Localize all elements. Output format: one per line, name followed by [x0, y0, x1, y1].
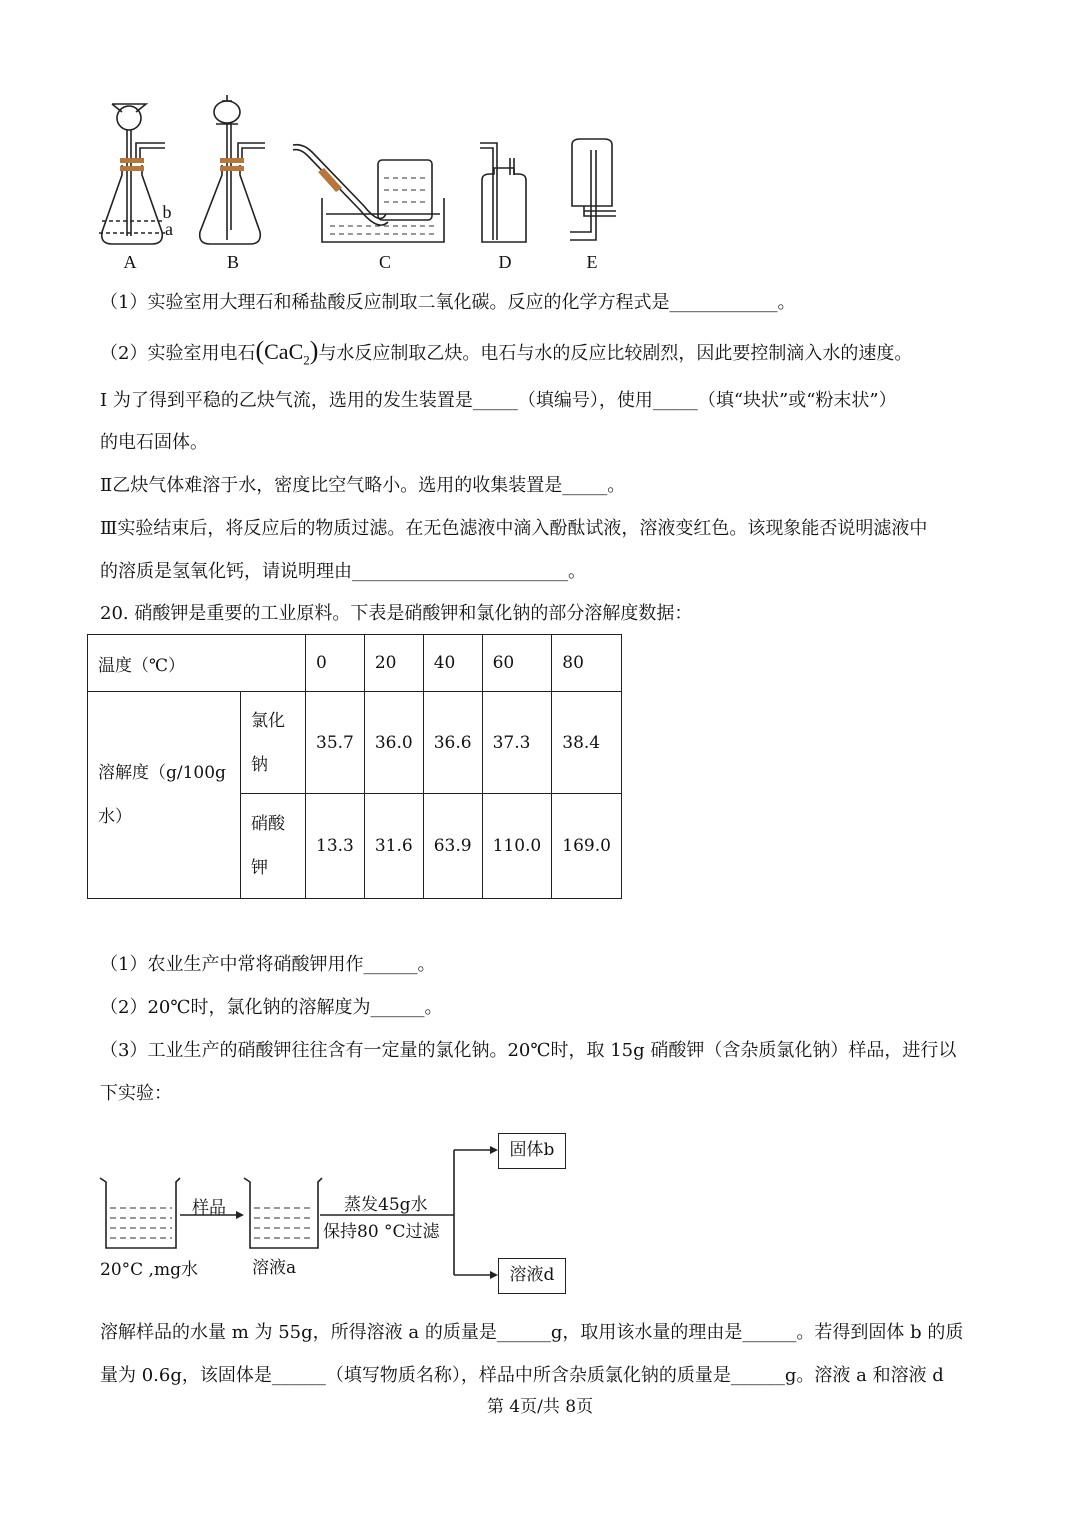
q20-tail-line2: 量为 0.6g，该固体是______（填写物质名称），样品中所含杂质氯化钠的质量是______g。溶液 a 和溶液 d	[100, 1365, 944, 1386]
table-cell: 36.0	[364, 692, 423, 794]
apparatus-e-drawing	[570, 139, 616, 240]
table-row-name: 氯化 钠	[241, 692, 306, 794]
table-cell: 37.3	[482, 692, 552, 794]
table-temp: 60	[482, 635, 552, 692]
q20-part3-line2: 下实验：	[100, 1083, 172, 1104]
table-row	[88, 692, 622, 794]
beaker-2-label: 溶液a	[252, 1258, 297, 1278]
q19-part1: （1）实验室用大理石和稀盐酸反应制取二氧化碳。反应的化学方程式是____________。	[100, 292, 796, 313]
table-cell: 35.7	[306, 692, 365, 794]
q19-i-line1: I 为了得到平稳的乙炔气流，选用的发生装置是_____（填编号），使用_____（填“块状”或“粉末状”）	[100, 390, 897, 411]
apparatus-label-c: C	[378, 252, 391, 272]
solid-b-box: 固体b	[498, 1133, 566, 1169]
apparatus-mark-b: b	[162, 202, 172, 222]
table-cell: 31.6	[364, 794, 423, 899]
apparatus-label-a: A	[123, 252, 137, 272]
table-temp: 40	[423, 635, 482, 692]
apparatus-c-drawing	[293, 145, 444, 242]
q19-iii-line2: 的溶质是氢氧化钙，请说明理由________________________。	[100, 561, 586, 582]
beaker-1-label: 20°C ,mg水	[100, 1260, 198, 1280]
apparatus-label-b: B	[226, 252, 239, 272]
q20-part3-line1: （3）工业生产的硝酸钾往往含有一定量的氯化钠。20℃时，取 15g 硝酸钾（含杂质氯化钠）样品，进行以	[100, 1040, 957, 1061]
q19-ii-line: Ⅱ乙炔气体难溶于水，密度比空气略小。选用的收集装置是_____。	[100, 475, 626, 496]
table-row-name: 硝酸 钾	[241, 794, 306, 899]
table-cell: 36.6	[423, 692, 482, 794]
q19-part2	[100, 338, 912, 373]
q19-part2-pre: （2）实验室用电石	[100, 343, 256, 364]
q19-i-line2: 的电石固体。	[100, 432, 208, 453]
table-temp: 20	[364, 635, 423, 692]
table-temp: 0	[306, 635, 365, 692]
q20-part2: （2）20℃时，氯化钠的溶解度为______。	[100, 997, 443, 1018]
q19-iii-line1: Ⅲ实验结束后，将反应后的物质过滤。在无色滤液中滴入酚酞试液，溶液变红色。该现象能否说明滤液中	[100, 518, 928, 539]
table-cell: 110.0	[482, 794, 552, 899]
arrow-2-label-top: 蒸发45g水	[344, 1195, 428, 1215]
q20-tail-line1: 溶解样品的水量 m 为 55g，所得溶液 a 的质量是______g，取用该水量的理由是______。若得到固体 b 的质	[100, 1322, 964, 1343]
solubility-table	[87, 634, 622, 899]
table-cell: 38.4	[552, 692, 622, 794]
table-temp: 80	[552, 635, 622, 692]
table-group-label: 溶解度（g/100g 水）	[88, 692, 241, 899]
apparatus-mark-a: a	[165, 219, 173, 239]
q19-part2-post: 与水反应制取乙炔。电石与水的反应比较剧烈，因此要控制滴入水的速度。	[318, 343, 913, 364]
table-cell: 169.0	[552, 794, 622, 899]
table-header-label: 温度（℃）	[88, 635, 306, 692]
arrow-1-label: 样品	[192, 1198, 226, 1218]
q20-part1: （1）农业生产中常将硝酸钾用作______。	[100, 954, 436, 975]
table-cell: 13.3	[306, 794, 365, 899]
apparatus-label-d: D	[498, 252, 512, 272]
solution-d-box: 溶液d	[498, 1258, 566, 1294]
page-footer: 第 4页/共 8页	[486, 1397, 594, 1417]
q19-formula: (CaC$_2$)	[255, 336, 319, 368]
apparatus-d-drawing	[480, 143, 526, 242]
apparatus-label-e: E	[586, 252, 598, 272]
arrow-2-label-bottom: 保持80 °C过滤	[323, 1222, 440, 1242]
q20-intro: 20. 硝酸钾是重要的工业原料。下表是硝酸钾和氯化钠的部分溶解度数据：	[100, 603, 693, 624]
table-cell: 63.9	[423, 794, 482, 899]
